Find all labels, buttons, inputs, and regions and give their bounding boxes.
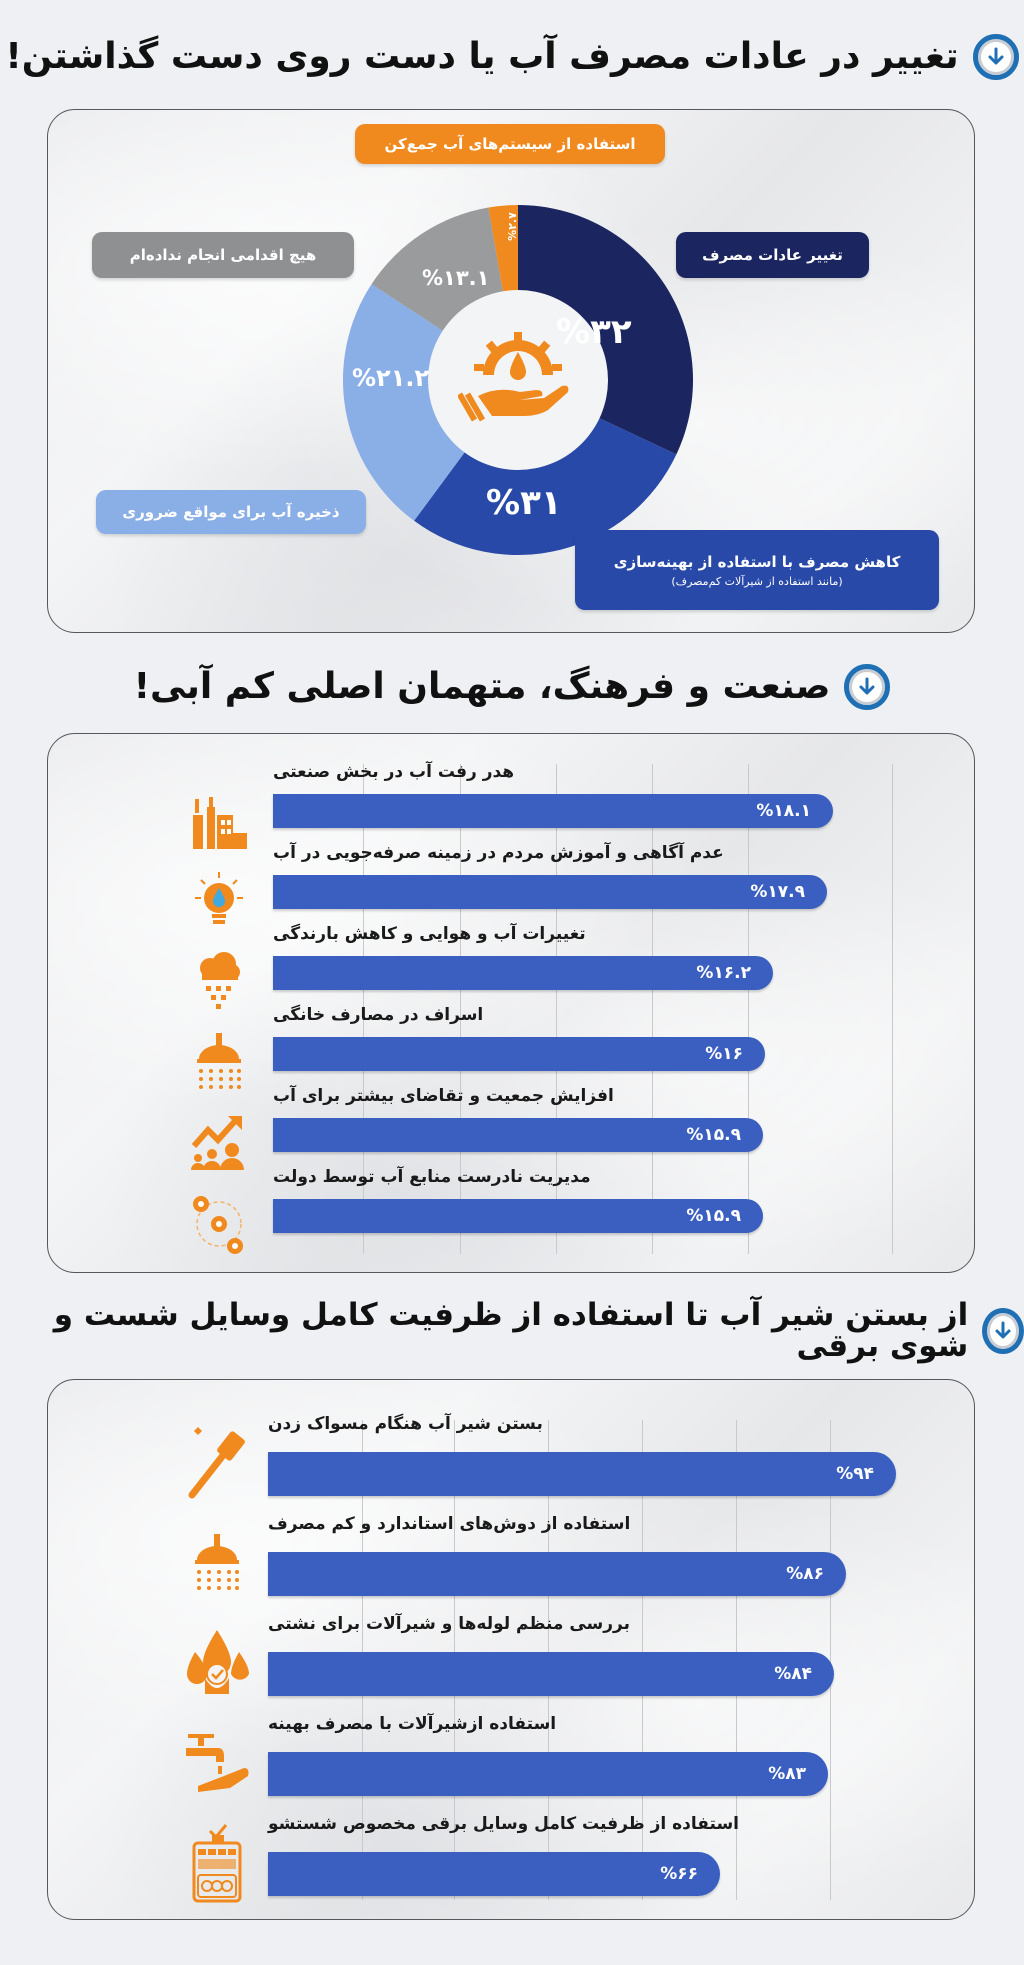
bar (268, 1752, 828, 1796)
arrow-down-circle-icon (982, 1308, 1024, 1354)
section-title-consumption-habits (0, 34, 1024, 80)
section-title-habits (0, 1297, 1024, 1364)
bar-value: %۱۸.۱ (756, 801, 811, 821)
section-title-text: تغییر در عادات مصرف آب یا دست روی دست گذاشتن! (5, 36, 959, 77)
bar-label: اسراف در مصارف خانگی (273, 1005, 484, 1025)
bar (273, 1199, 763, 1233)
bar-label: تغییرات آب و هوایی و کاهش بارندگی (273, 924, 586, 944)
callout-change-habits (676, 232, 869, 278)
bar (268, 1552, 846, 1596)
population-growth-icon (186, 1108, 252, 1178)
gridline (652, 764, 653, 1254)
bar-value: %۱۶.۲ (696, 963, 751, 983)
callout-storage (96, 490, 366, 534)
rain-cloud-icon (186, 946, 252, 1016)
bar-value: %۸۴ (774, 1664, 812, 1684)
slice-value-no-action: %۱۳.۱ (422, 266, 490, 290)
management-gears-icon (186, 1189, 252, 1259)
arrow-down-circle-icon (844, 664, 890, 710)
callout-label: ذخیره آب برای مواقع ضروری (122, 503, 340, 521)
bar (268, 1452, 896, 1496)
arrow-down-circle-icon (973, 34, 1019, 80)
callout-label: تغییر عادات مصرف (702, 246, 843, 264)
bar-label: استفاده از دوش‌های استاندارد و کم مصرف (268, 1514, 631, 1534)
bar-label: عدم آگاهی و آموزش مردم در زمینه صرفه‌جویی در آب (273, 843, 724, 863)
callout-label: کاهش مصرف با استفاده از بهینه‌سازی (613, 552, 901, 571)
habits-bar-chart-panel (47, 1379, 975, 1920)
section-title-causes (0, 664, 1024, 710)
bar (268, 1652, 834, 1696)
bar-label: هدر رفت آب در بخش صنعتی (273, 762, 515, 782)
shower-icon (186, 1027, 252, 1097)
bar-value: %۱۵.۹ (686, 1206, 741, 1226)
bar-value: %۶۶ (660, 1864, 698, 1884)
bar (273, 956, 773, 990)
gridline (748, 764, 749, 1254)
slice-value-optimization: %۳۱ (486, 483, 562, 523)
bar (268, 1852, 720, 1896)
bar (273, 1037, 765, 1071)
bar-label: مدیریت نادرست منابع آب توسط دولت (273, 1167, 591, 1187)
bar-label: بستن شیر آب هنگام مسواک زدن (268, 1414, 543, 1434)
slice-value-change-habits: %۳۲ (556, 312, 632, 352)
callout-label: هیچ اقدامی انجام نداده‌ام (129, 246, 317, 264)
callout-rain-collection (355, 124, 665, 164)
bar (273, 1118, 763, 1152)
bar-value: %۸۶ (786, 1564, 824, 1584)
gridline (892, 764, 893, 1254)
leak-check-icon (184, 1628, 250, 1698)
bar (273, 875, 827, 909)
bar-label: بررسی منظم لوله‌ها و شیرآلات برای نشتی (268, 1614, 630, 1634)
callout-optimization (575, 530, 939, 610)
bar-value: %۱۷.۹ (750, 882, 805, 902)
bar-value: %۸۳ (768, 1764, 806, 1784)
lightbulb-water-drop-icon (186, 865, 252, 935)
toothbrush-icon (184, 1428, 250, 1498)
shower-icon (184, 1528, 250, 1598)
bar-label: استفاده ازشیرآلات با مصرف بهینه (268, 1714, 557, 1734)
callout-no-action (92, 232, 354, 278)
bar-label: استفاده از ظرفیت کامل وسایل برقی مخصوص شستشو (268, 1814, 740, 1834)
donut-chart (338, 200, 698, 560)
faucet-hand-icon (184, 1728, 250, 1798)
dishwasher-icon (184, 1820, 250, 1904)
bar-value: %۱۶ (705, 1044, 743, 1064)
causes-bar-chart-panel (47, 733, 975, 1273)
bar-label: افزایش جمعیت و تقاضای بیشتر برای آب (273, 1086, 614, 1106)
slice-value-rain-collection: %۲.۷ (505, 212, 519, 241)
bar (273, 794, 833, 828)
section-title-text: از بستن شیر آب تا استفاده از ظرفیت کامل وسایل شست و شوی برقی (53, 1297, 969, 1364)
slice-value-storage: %۲۱.۲ (352, 364, 430, 392)
callout-label: استفاده از سیستم‌های آب جمع‌کن (384, 135, 636, 153)
bar-value: %۹۴ (836, 1464, 874, 1484)
factory-icon (186, 788, 252, 858)
section-title-text: صنعت و فرهنگ، متهمان اصلی کم آبی! (133, 666, 831, 707)
donut-chart-panel (47, 109, 975, 633)
callout-sublabel: (مانند استفاده از شیرآلات کم‌مصرف) (671, 574, 843, 588)
bar-value: %۱۵.۹ (686, 1125, 741, 1145)
